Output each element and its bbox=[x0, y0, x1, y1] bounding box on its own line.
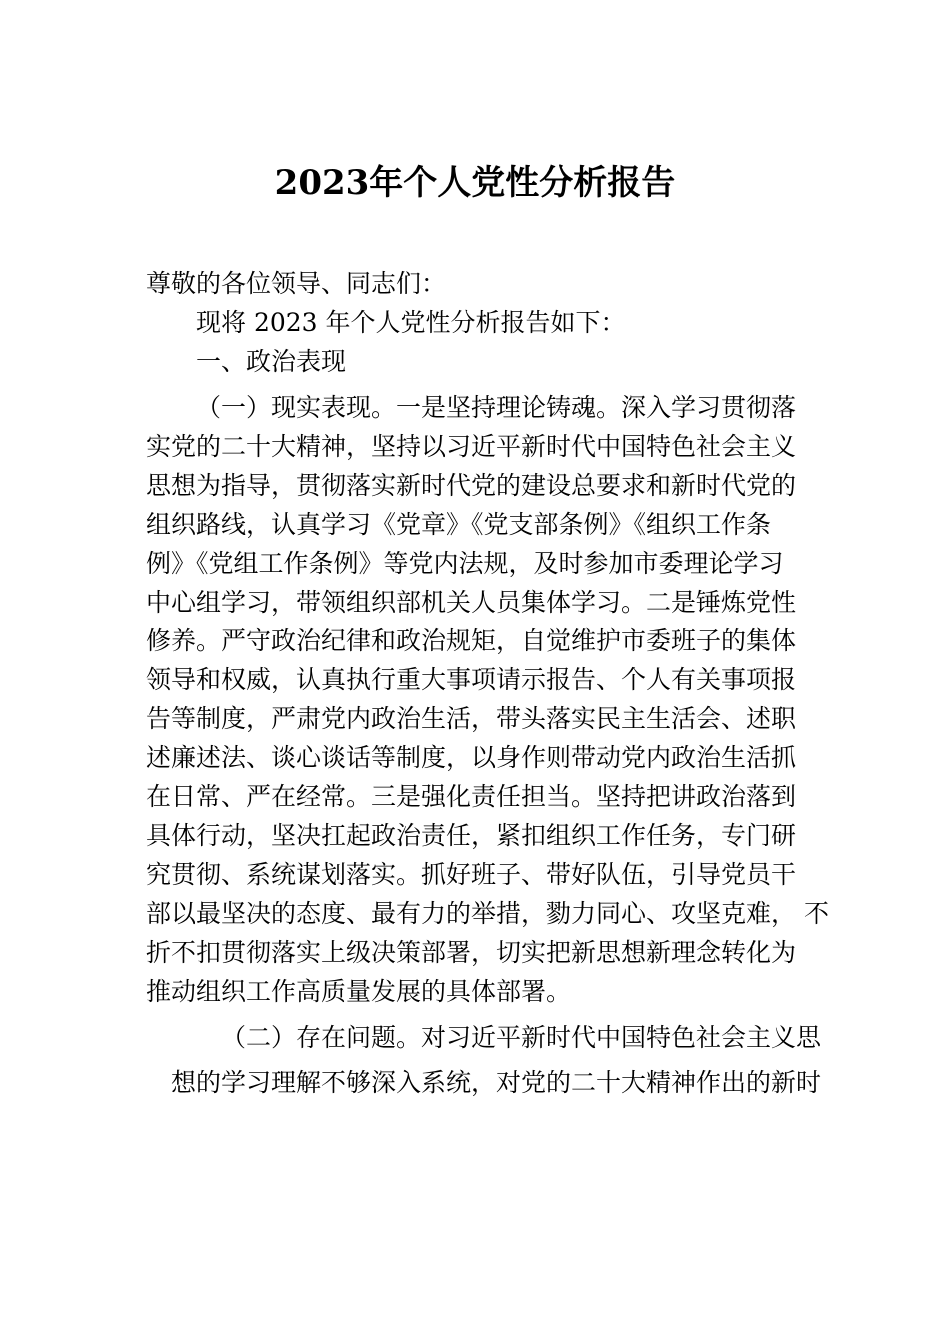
paragraph-line: 推动组织工作高质量发展的具体部署。 bbox=[146, 976, 572, 1006]
paragraph-line: 部以最坚决的态度、最有力的举措，勠力同心、攻坚克难， 不 bbox=[146, 898, 829, 928]
section-heading: 一、政治表现 bbox=[196, 347, 347, 376]
paragraph-line: 想的学习理解不够深入系统，对党的二十大精神作出的新时 bbox=[171, 1068, 822, 1097]
document-title: 2023年个人党性分析报告 bbox=[274, 163, 676, 203]
paragraph-line: （二）存在问题。对习近平新时代中国特色社会主义思 bbox=[221, 1023, 822, 1052]
paragraph-line: 实党的二十大精神，坚持以习近平新时代中国特色社会主义 bbox=[146, 431, 797, 461]
intro-line: 现将 2023 年个人党性分析报告如下： bbox=[196, 308, 626, 337]
paragraph-line: 告等制度，严肃党内政治生活，带头落实民主生活会、述职 bbox=[146, 704, 797, 734]
paragraph-line: 例》《党组工作条例》等党内法规，及时参加市委理论学习 bbox=[146, 548, 784, 578]
paragraph-line: 中心组学习，带领组织部机关人员集体学习。二是锤炼党性 bbox=[146, 587, 797, 617]
paragraph-line: 思想为指导，贯彻落实新时代党的建设总要求和新时代党的 bbox=[146, 470, 797, 500]
paragraph-line: （一）现实表现。一是坚持理论铸魂。深入学习贯彻落 bbox=[196, 393, 797, 422]
paragraph-line: 领导和权威，认真执行重大事项请示报告、个人有关事项报 bbox=[146, 665, 797, 695]
paragraph-line: 述廉述法、谈心谈话等制度，以身作则带动党内政治生活抓 bbox=[146, 743, 797, 773]
paragraph-line: 折不扣贯彻落实上级决策部署，切实把新思想新理念转化为 bbox=[146, 937, 797, 967]
paragraph-line: 究贯彻、系统谋划落实。抓好班子、带好队伍，引导党员干 bbox=[146, 859, 797, 889]
salutation: 尊敬的各位领导、同志们： bbox=[146, 269, 447, 298]
paragraph-line: 修养。严守政治纪律和政治规矩，自觉维护市委班子的集体 bbox=[146, 626, 797, 656]
paragraph-line: 具体行动，坚决扛起政治责任，紧扣组织工作任务，专门研 bbox=[146, 820, 797, 850]
paragraph-line: 在日常、严在经常。三是强化责任担当。坚持把讲政治落到 bbox=[146, 782, 797, 811]
paragraph-line: 组织路线，认真学习《党章》《党支部条例》《组织工作条 bbox=[146, 509, 772, 539]
